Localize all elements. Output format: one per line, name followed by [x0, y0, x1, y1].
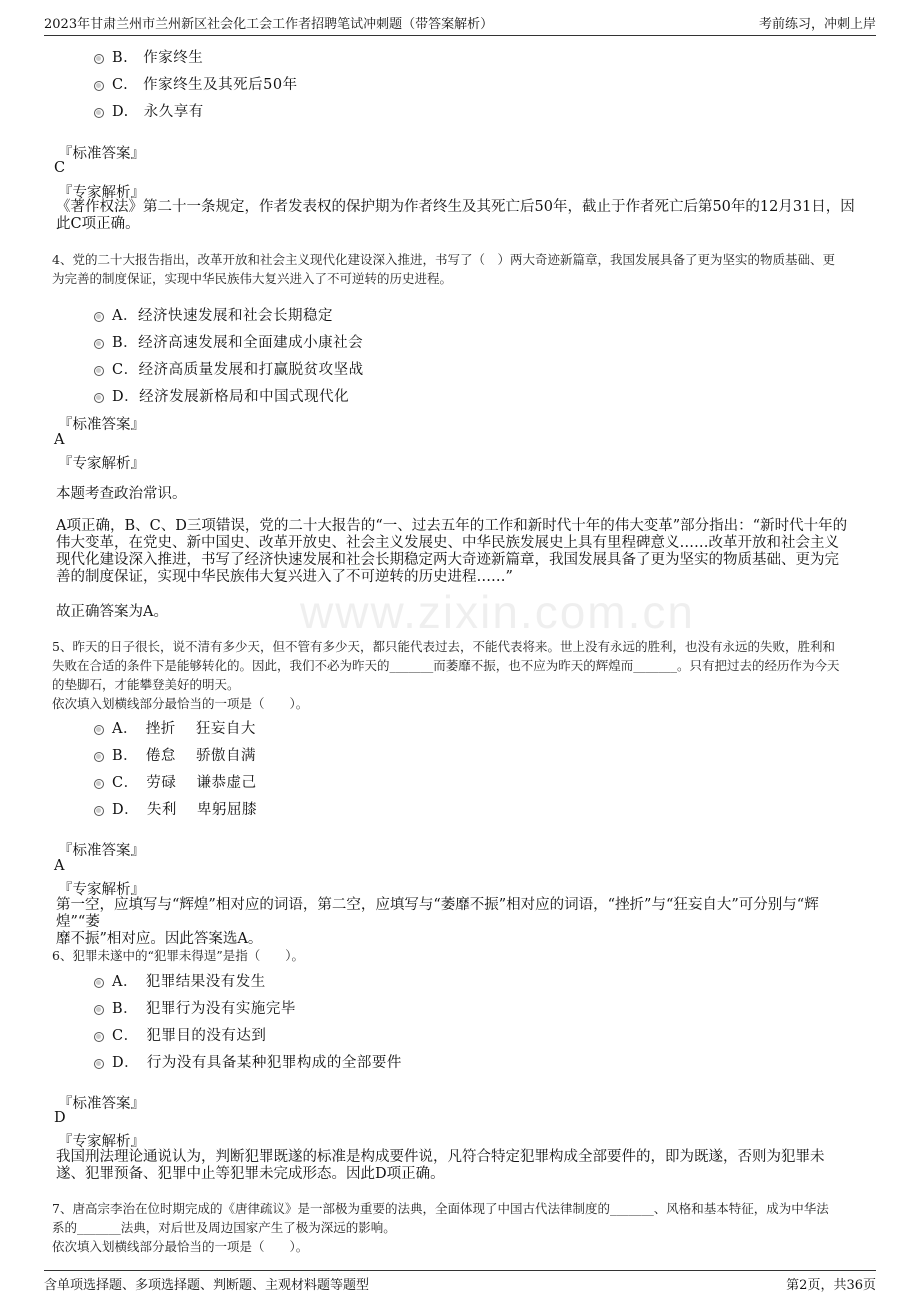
question-stem: 5、昨天的日子很长，说不清有多少天，但不管有多少天，都只能代表过去，不能代表将来。世上没有永远的胜利，也没有永远的失败，胜利和 失败在合适的条件下是能够转化的。因此，我们不必为昨天的_______而萎靡不振，也不应为昨天的辉煌而_______。只有把过去的经历作为今天 的垫脚石，才能攀登美好的明天。 依次填入划横线部分最恰当的一项是（ ）。	[52, 639, 840, 711]
std-answer-label: 『标准答案』	[58, 843, 145, 859]
footer-question-types: 含单项选择题、多项选择题、判断题、主观材料题等题型	[44, 1278, 370, 1293]
radio-icon	[94, 978, 104, 988]
page-number: 第2页，共36页	[786, 1278, 876, 1293]
std-answer-value: A	[54, 858, 65, 874]
option-q4-c[interactable]: C．经济高质量发展和打赢脱贫攻坚战	[94, 358, 364, 379]
std-answer-value: D	[54, 1110, 66, 1126]
expert-analysis-conclusion: 故正确答案为A。	[56, 604, 168, 620]
radio-icon	[94, 1005, 104, 1015]
option-q5-c[interactable]: C． 劳碌 谦恭虚己	[94, 771, 256, 792]
expert-label: 『专家解析』	[58, 456, 145, 472]
page-footer	[44, 1270, 876, 1296]
header-slogan: 考前练习，冲刺上岸	[758, 17, 876, 32]
option-q6-d[interactable]: D． 行为没有具备某种犯罪构成的全部要件	[94, 1051, 402, 1072]
radio-icon	[94, 806, 104, 816]
radio-icon	[94, 81, 104, 91]
expert-label: 『专家解析』	[58, 882, 145, 898]
document-title: 2023年甘肃兰州市兰州新区社会化工会工作者招聘笔试冲刺题（带答案解析）	[44, 17, 494, 32]
expert-label: 『专家解析』	[58, 1134, 145, 1150]
question-stem: 4、党的二十大报告指出，改革开放和社会主义现代化建设深入推进，书写了（ ）两大奇迹新篇章，我国发展具备了更为坚实的物质基础、更 为完善的制度保证，实现中华民族伟大复兴进入了不可逆转的历史进程。	[52, 252, 835, 286]
expert-analysis: 我国刑法理论通说认为，判断犯罪既遂的标准是构成要件说，凡符合特定犯罪构成全部要件的，即为既遂，否则为犯罪未 遂、犯罪预备、犯罪中止等犯罪未完成形态。因此D项正确。	[56, 1149, 825, 1182]
option-q4-b[interactable]: B．经济高速发展和全面建成小康社会	[94, 331, 363, 352]
radio-icon	[94, 108, 104, 118]
option-q5-a[interactable]: A． 挫折 狂妄自大	[94, 717, 256, 738]
option-q5-b[interactable]: B． 倦怠 骄傲自满	[94, 744, 256, 765]
radio-icon	[94, 312, 104, 322]
radio-icon	[94, 752, 104, 762]
std-answer-value: C	[54, 160, 66, 176]
option-q4-d[interactable]: D．经济发展新格局和中国式现代化	[94, 385, 349, 406]
option-q6-b[interactable]: B． 犯罪行为没有实施完毕	[94, 997, 296, 1018]
radio-icon	[94, 393, 104, 403]
std-answer-value: A	[54, 432, 65, 448]
watermark: www.zixin.com.cn	[300, 586, 695, 638]
option-q6-a[interactable]: A． 犯罪结果没有发生	[94, 970, 266, 991]
option-q3-c[interactable]: C. 作家终生及其死后50年	[94, 73, 298, 94]
page-header	[44, 10, 876, 36]
radio-icon	[94, 366, 104, 376]
radio-icon	[94, 1032, 104, 1042]
option-q3-b[interactable]: B. 作家终生	[94, 46, 203, 67]
radio-icon	[94, 1059, 104, 1069]
std-answer-label: 『标准答案』	[58, 146, 145, 162]
question-stem: 7、唐高宗李治在位时期完成的《唐律疏议》是一部极为重要的法典，全面体现了中国古代法律制度的_______、风格和基本特征，成为中华法 系的_______法典，对后世及周边国家产生了极为深远的影响。 依次填入划横线部分最恰当的一项是（ ）。	[52, 1201, 829, 1254]
std-answer-label: 『标准答案』	[58, 417, 145, 433]
option-q3-d[interactable]: D. 永久享有	[94, 100, 204, 121]
option-q6-c[interactable]: C． 犯罪目的没有达到	[94, 1024, 266, 1045]
expert-analysis: 第一空，应填写与“辉煌”相对应的词语，第二空，应填写与“萎靡不振”相对应的词语，“挫折”与“狂妄自大”可分别与“辉煌”“萎 靡不振”相对应。因此答案选A。	[56, 897, 819, 947]
expert-analysis: A项正确，B、C、D三项错误，党的二十大报告的“一、过去五年的工作和新时代十年的伟大变革”部分指出：“新时代十年的 伟大变革，在党史、新中国史、改革开放史、社会主义发展史、中华民族发展史上具有里程碑意义……改革开放和社会主义 现代化建设深入推进，书写了经济快速发展和社会长期稳定两大奇迹新篇章，我国发展具备了更为坚实的物质基础、更为完 善的制度保证，实现中华民族伟大复兴进入了不可逆转的历史进程……”	[56, 518, 848, 585]
expert-analysis-intro: 本题考查政治常识。	[56, 486, 187, 502]
radio-icon	[94, 54, 104, 64]
expert-analysis: 《著作权法》第二十一条规定，作者发表权的保护期为作者终生及其死亡后50年，截止于作者死亡后第50年的12月31日，因 此C项正确。	[56, 199, 855, 232]
std-answer-label: 『标准答案』	[58, 1096, 145, 1112]
radio-icon	[94, 725, 104, 735]
radio-icon	[94, 339, 104, 349]
radio-icon	[94, 779, 104, 789]
question-stem: 6、犯罪未遂中的“犯罪未得逞”是指（ ）。	[52, 948, 304, 963]
option-q5-d[interactable]: D． 失利 卑躬屈膝	[94, 798, 257, 819]
option-q4-a[interactable]: A．经济快速发展和社会长期稳定	[94, 304, 333, 325]
expert-label: 『专家解析』	[58, 185, 145, 201]
